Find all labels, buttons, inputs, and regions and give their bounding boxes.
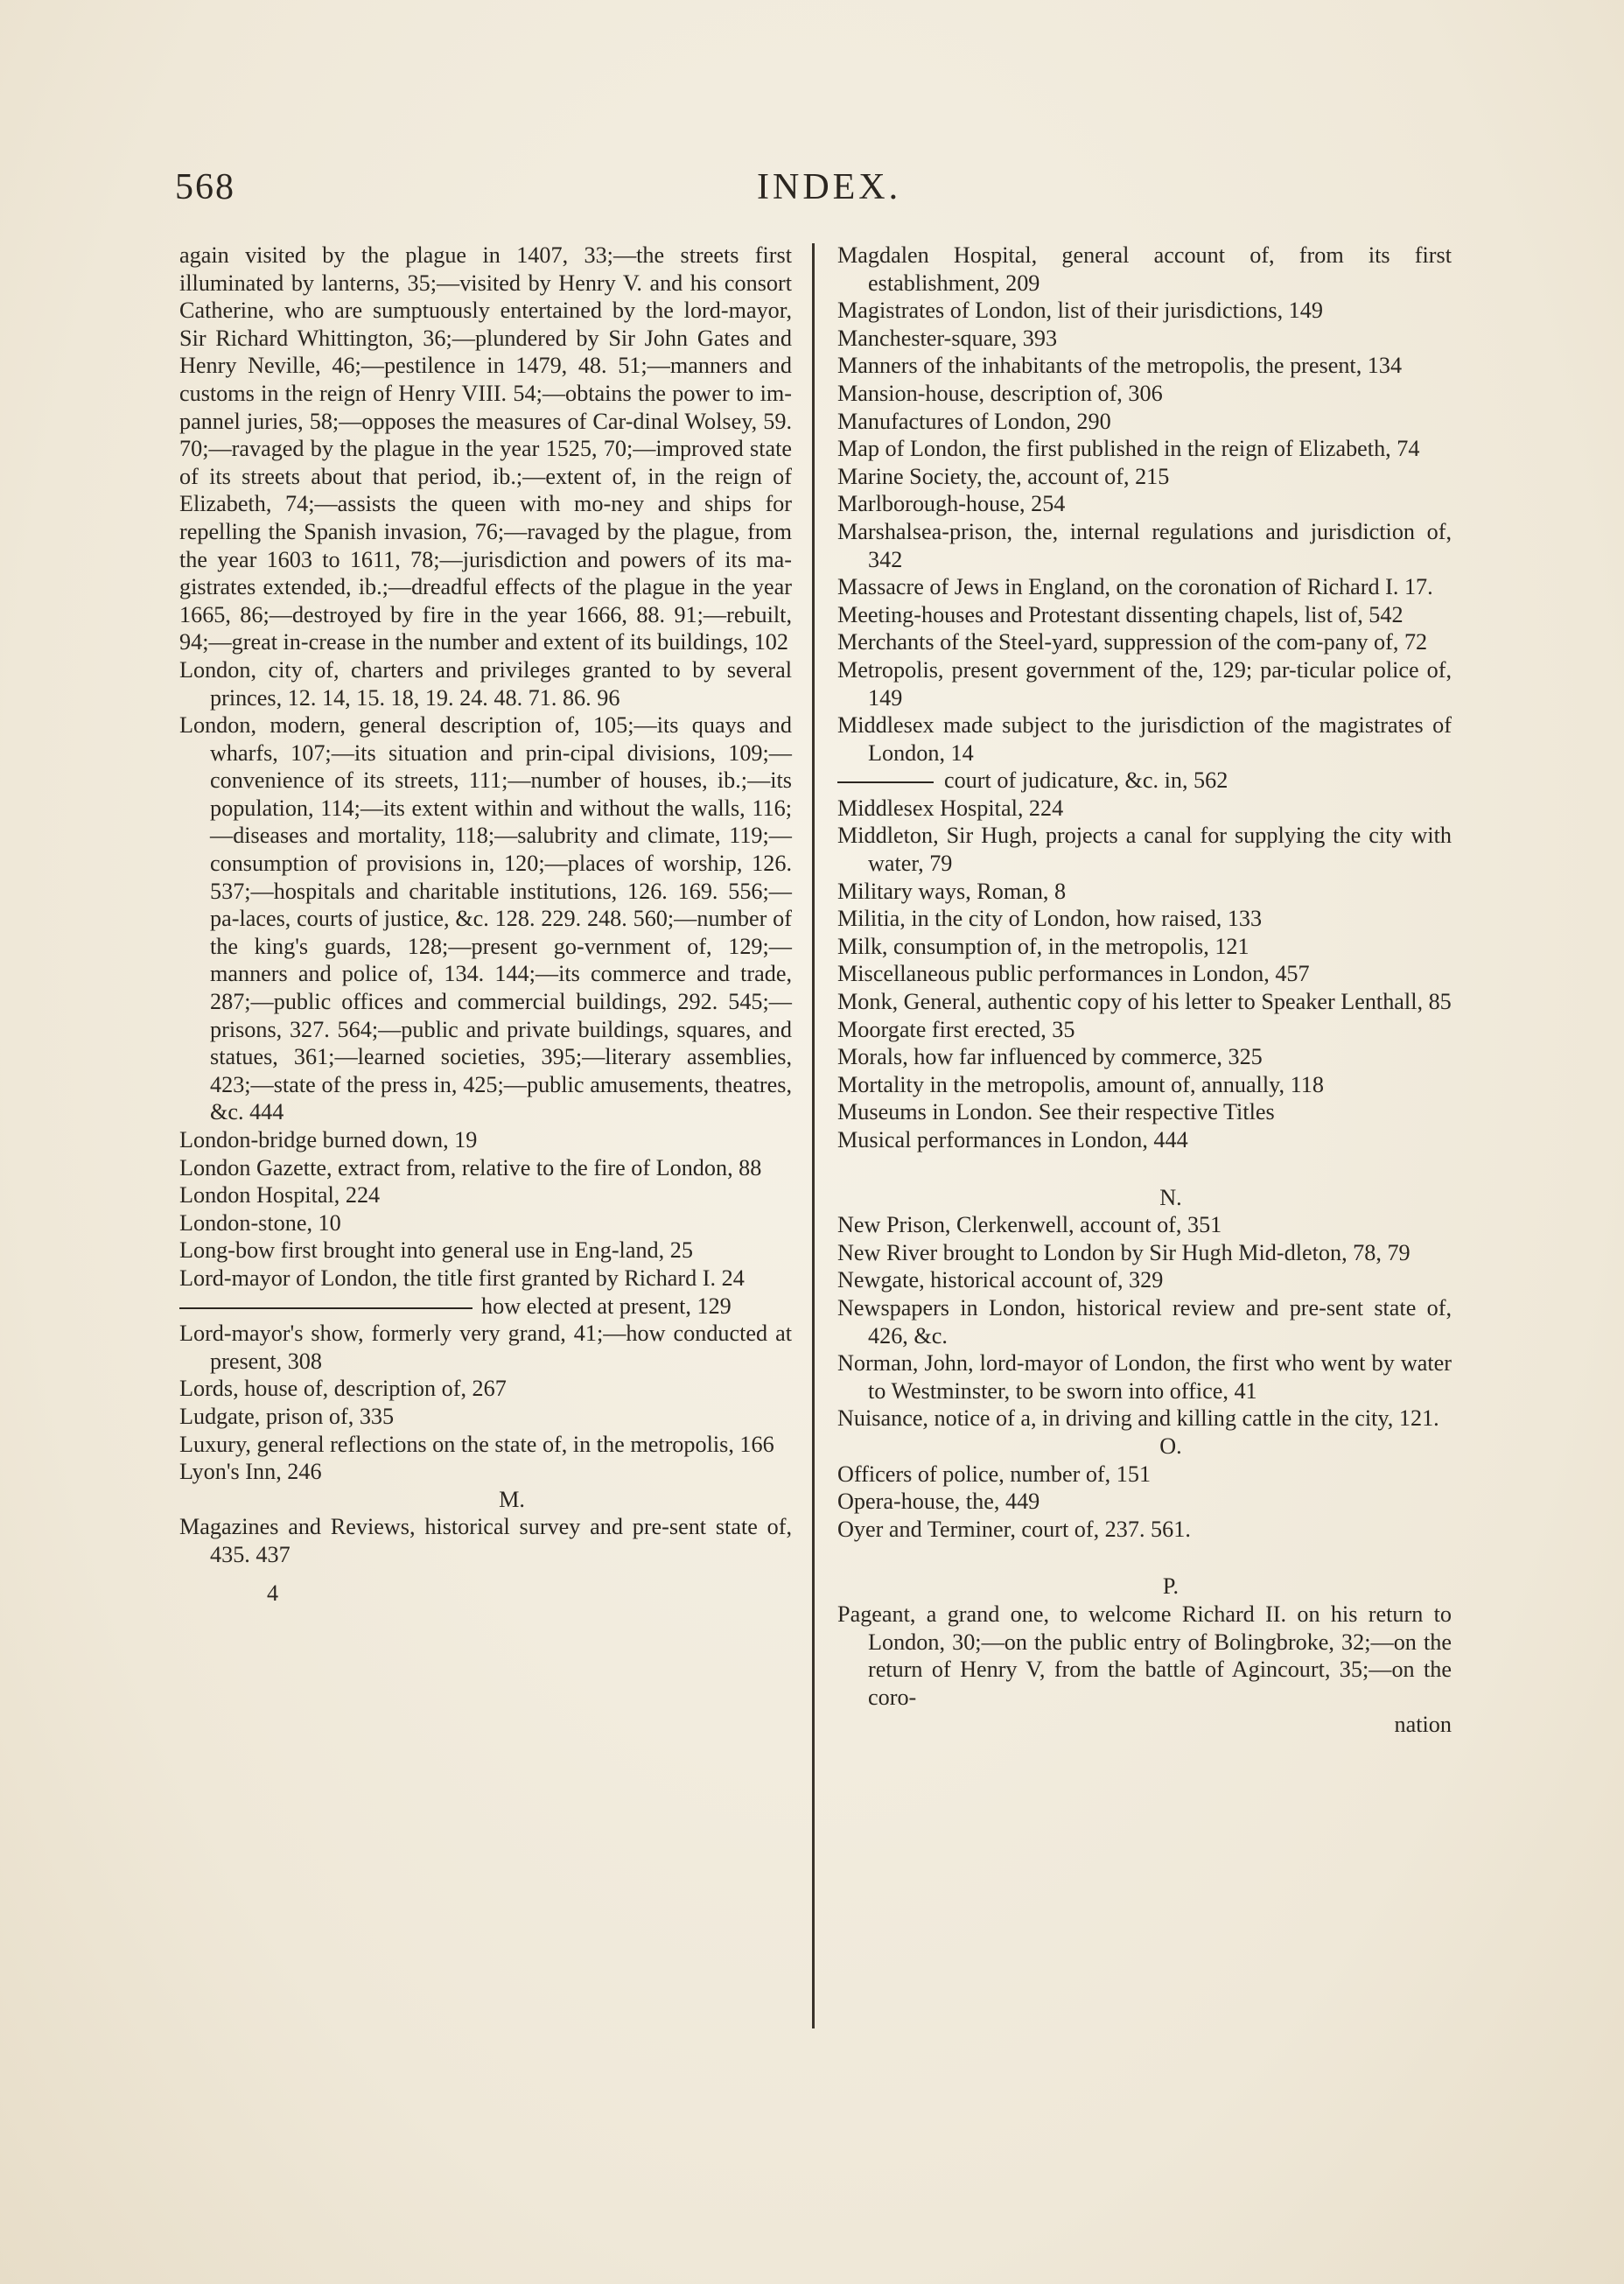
index-entry: Milk, consumption of, in the metropolis, 121 (837, 933, 1250, 959)
index-entry: Middleton, Sir Hugh, projects a canal for supplying the city with water, 79 (837, 823, 1452, 877)
running-head (175, 159, 1488, 221)
index-entry: Manufactures of London, 290 (837, 408, 1111, 434)
index-entry: Marlborough-house, 254 (837, 491, 1066, 517)
index-entry: Magdalen Hospital, general account of, from its first establishment, 209 (837, 242, 1452, 296)
section-letter-p: P. (1162, 1573, 1180, 1600)
index-entry: Lord-mayor's show, formerly very grand, 41;—how conducted at present, 308 (179, 1321, 792, 1374)
index-entry: Massacre of Jews in England, on the coronation of Richard I. 17. (837, 574, 1433, 600)
index-entry: Opera-house, the, 449 (837, 1489, 1040, 1515)
catchword: nation (1394, 1712, 1452, 1738)
index-entry: Magistrates of London, list of their jurisdictions, 149 (837, 298, 1323, 324)
index-entry: Marine Society, the, account of, 215 (837, 463, 1170, 489)
index-entry: London, city of, charters and privileges granted to by several princes, 12. 14, 15. 18, 19. 24. 48. 71. 86. 96 (179, 656, 792, 711)
index-entry: Lord-mayor of London, the title first granted by Richard I. 24 (179, 1265, 745, 1291)
index-entry: Manchester-square, 393 (837, 325, 1058, 351)
index-entry-ditto (179, 1293, 792, 1321)
index-entry: Merchants of the Steel-yard, suppression of the com-pany of, 72 (837, 629, 1428, 655)
index-entry: London Hospital, 224 (179, 1182, 381, 1209)
index-entry-london-continued: again visited by the plague in 1407, 33;—the streets first illuminated by lanterns, 35;—visited by Henry V. and his consort Catherine, who are sumptuously entertained by the lord-mayor, Sir Richard Whittington, 36;—plundered by Sir John Gates and Henry Neville, 46;—pestilence in 1479, 48. 51;—manners and customs in the reign of Henry VIII. 54;—obtains the power to im-pannel juries, 58;—opposes the measures of Car-dinal Wolsey, 59. 70;—ravaged by the plague in the year 1525, 70;—improved state of its streets about that period, ib.;—extent of, in the reign of Elizabeth, 74;—assists the queen with mo-ney and ships for repelling the Spanish invasion, 76;—ravaged by the plague, from the year 1603 to 1611, 78;—jurisdiction and powers of its ma-gistrates extended, ib.;—dreadful effects of the plague in the year 1665, 86;—destroyed by fire in the year 1666, 88. 91;—rebuilt, 94;—great in-crease in the number and extent of its buildings, 102 (179, 242, 792, 655)
page-title: INDEX. (757, 167, 902, 207)
index-entry: Middlesex made subject to the jurisdiction of the magistrates of London, 14 (837, 712, 1452, 766)
index-entry: Ludgate, prison of, 335 (179, 1403, 395, 1429)
index-entry-ditto (837, 767, 1452, 795)
index-entry: Lyon's Inn, 246 (179, 1459, 322, 1485)
index-entry: Monk, General, authentic copy of his letter to Speaker Lenthall, 85 (837, 989, 1452, 1015)
index-entry: Officers of police, number of, 151 (837, 1461, 1152, 1487)
index-entry: Meeting-houses and Protestant dissenting chapels, list of, 542 (837, 601, 1404, 627)
index-entry: London Gazette, extract from, relative to the fire of London, 88 (179, 1154, 762, 1181)
index-entry: London-bridge burned down, 19 (179, 1127, 478, 1153)
index-entry: Lords, house of, description of, 267 (179, 1376, 507, 1402)
index-entry: Oyer and Terminer, court of, 237. 561. (837, 1516, 1191, 1542)
index-entry: London, modern, general description of, 105;—its quays and wharfs, 107;—its situation and prin-cipal divisions, 109;—convenience of its streets, 111;—number of houses, ib.;—its population, 114;—its extent within and without the walls, 116;—diseases and mortality, 118;—salubrity and climate, 119;—consumption of provisions in, 120;—places of worship, 126. 537;—hospitals and charitable institutions, 126. 169. 556;—pa-laces, courts of justice, &c. 128. 229. 248. 560;—number of the king's guards, 128;—present go-vernment of, 129;—manners and police of, 134. 144;—its commerce and trade, 287;—public offices and commercial buildings, 292. 545;—prisons, 327. 564;—public and private buildings, squares, and statues, 361;—learned societies, 395;—literary assemblies, 423;—state of the press in, 425;—public amusements, theatres, &c. 444 (179, 712, 792, 1125)
page-number: 568 (175, 167, 235, 207)
ditto-text: court of judicature, &c. in, 562 (944, 767, 1228, 794)
index-entry: Nuisance, notice of a, in driving and killing cattle in the city, 121. (837, 1405, 1439, 1432)
index-entry: Metropolis, present government of the, 129; par-ticular police of, 149 (837, 656, 1452, 711)
index-entry: New River brought to London by Sir Hugh Mid-dleton, 78, 79 (837, 1239, 1410, 1265)
index-entry: Marshalsea-prison, the, internal regulations and jurisdiction of, 342 (837, 518, 1452, 572)
index-entry: New Prison, Clerkenwell, account of, 351 (837, 1212, 1222, 1238)
signature-mark: 4 (267, 1580, 279, 1606)
section-letter-o: O. (1159, 1433, 1182, 1459)
index-entry: Miscellaneous public performances in London, 457 (837, 961, 1310, 987)
ditto-text: how elected at present, 129 (481, 1293, 732, 1319)
index-entry: Morals, how far influenced by commerce, 325 (837, 1044, 1263, 1070)
index-entry: Musical performances in London, 444 (837, 1127, 1188, 1153)
index-entry: Long-bow first brought into general use in Eng-land, 25 (179, 1237, 693, 1264)
section-letter-n: N. (1159, 1184, 1182, 1210)
index-entry: Moorgate first erected, 35 (837, 1016, 1075, 1042)
column-divider (812, 243, 815, 2028)
index-entry: Manners of the inhabitants of the metropolis, the present, 134 (837, 353, 1403, 379)
ditto-rule (837, 781, 934, 783)
index-entry: Pageant, a grand one, to welcome Richard II. on his return to London, 30;—on the public entry of Bolingbroke, 32;—on the return of Henry V, from the battle of Agincourt, 35;—on the coro- (837, 1601, 1452, 1710)
index-entry: Map of London, the first published in the reign of Elizabeth, 74 (837, 436, 1420, 462)
left-column (179, 242, 792, 1607)
index-entry: Newspapers in London, historical review and pre-sent state of, 426, &c. (837, 1294, 1452, 1349)
ditto-rule (179, 1307, 472, 1309)
index-entry: Military ways, Roman, 8 (837, 878, 1067, 904)
index-entry: Mansion-house, description of, 306 (837, 380, 1163, 406)
index-entry: Middlesex Hospital, 224 (837, 795, 1064, 821)
index-entry: Luxury, general reflections on the state of, in the metropolis, 166 (179, 1431, 774, 1457)
index-entry: Norman, John, lord-mayor of London, the first who went by water to Westminster, to be sworn into office, 41 (837, 1350, 1452, 1404)
index-entry: Magazines and Reviews, historical survey and pre-sent state of, 435. 437 (179, 1514, 792, 1567)
right-column (837, 242, 1452, 1739)
index-entry: Museums in London. See their respective Titles (837, 1099, 1275, 1125)
index-entry: Newgate, historical account of, 329 (837, 1267, 1164, 1293)
index-entry: Mortality in the metropolis, amount of, annually, 118 (837, 1071, 1324, 1097)
index-entry: Militia, in the city of London, how raised, 133 (837, 906, 1263, 932)
section-letter-m: M. (499, 1486, 525, 1512)
index-entry: London-stone, 10 (179, 1209, 341, 1236)
